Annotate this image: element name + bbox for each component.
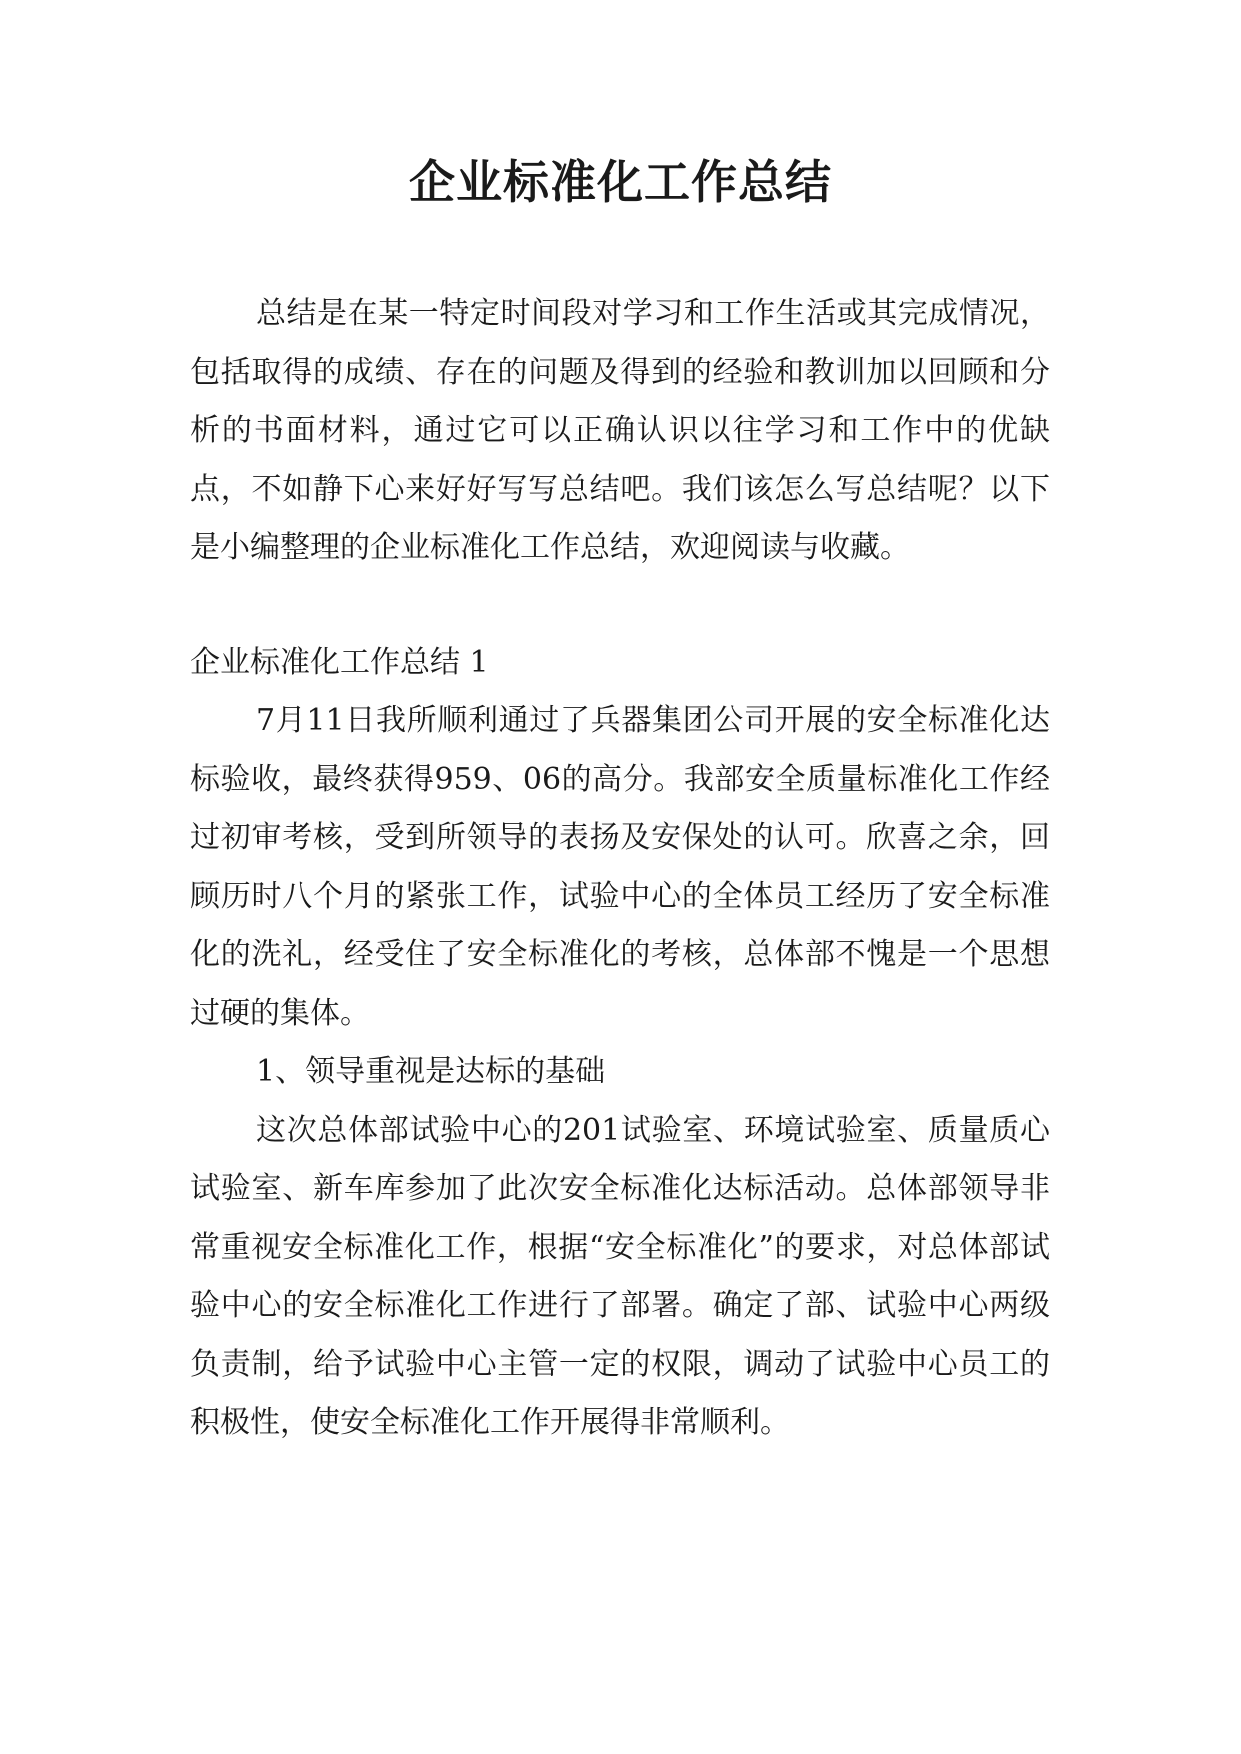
document-body [190,285,1050,1453]
document-title: 企业标准化工作总结 [409,155,832,209]
section-heading: 企业标准化工作总结 1 [190,644,489,680]
subheading-1: 1、领导重视是达标的基础 [256,1054,606,1089]
body-paragraph-1: 7月11日我所顺利通过了兵器集团公司开展的安全标准化达标验收，最终获得959、06的高分。我部安全质量标准化工作经过初审考核，受到所领导的表扬及安保处的认可。欣喜之余，回顾历时八个月的紧张工作，试验中心的全体员工经历了安全标准化的洗礼，经受住了安全标准化的考核，总体部不愧是一个思想过硬的集体。 [190,703,1050,1031]
body-paragraph-2: 这次总体部试验中心的201试验室、环境试验室、质量质心试验室、新车库参加了此次安全标准化达标活动。总体部领导非常重视安全标准化工作，根据“安全标准化”的要求，对总体部试验中心的安全标准化工作进行了部署。确定了部、试验中心两级负责制，给予试验中心主管一定的权限，调动了试验中心员工的积极性，使安全标准化工作开展得非常顺利。 [190,1112,1050,1440]
intro-paragraph: 总结是在某一特定时间段对学习和工作生活或其完成情况，包括取得的成绩、存在的问题及得到的经验和教训加以回顾和分析的书面材料，通过它可以正确认识以往学习和工作中的优缺点，不如静下心来好好写写总结吧。我们该怎么写总结呢？以下是小编整理的企业标准化工作总结，欢迎阅读与收藏。 [190,296,1050,565]
